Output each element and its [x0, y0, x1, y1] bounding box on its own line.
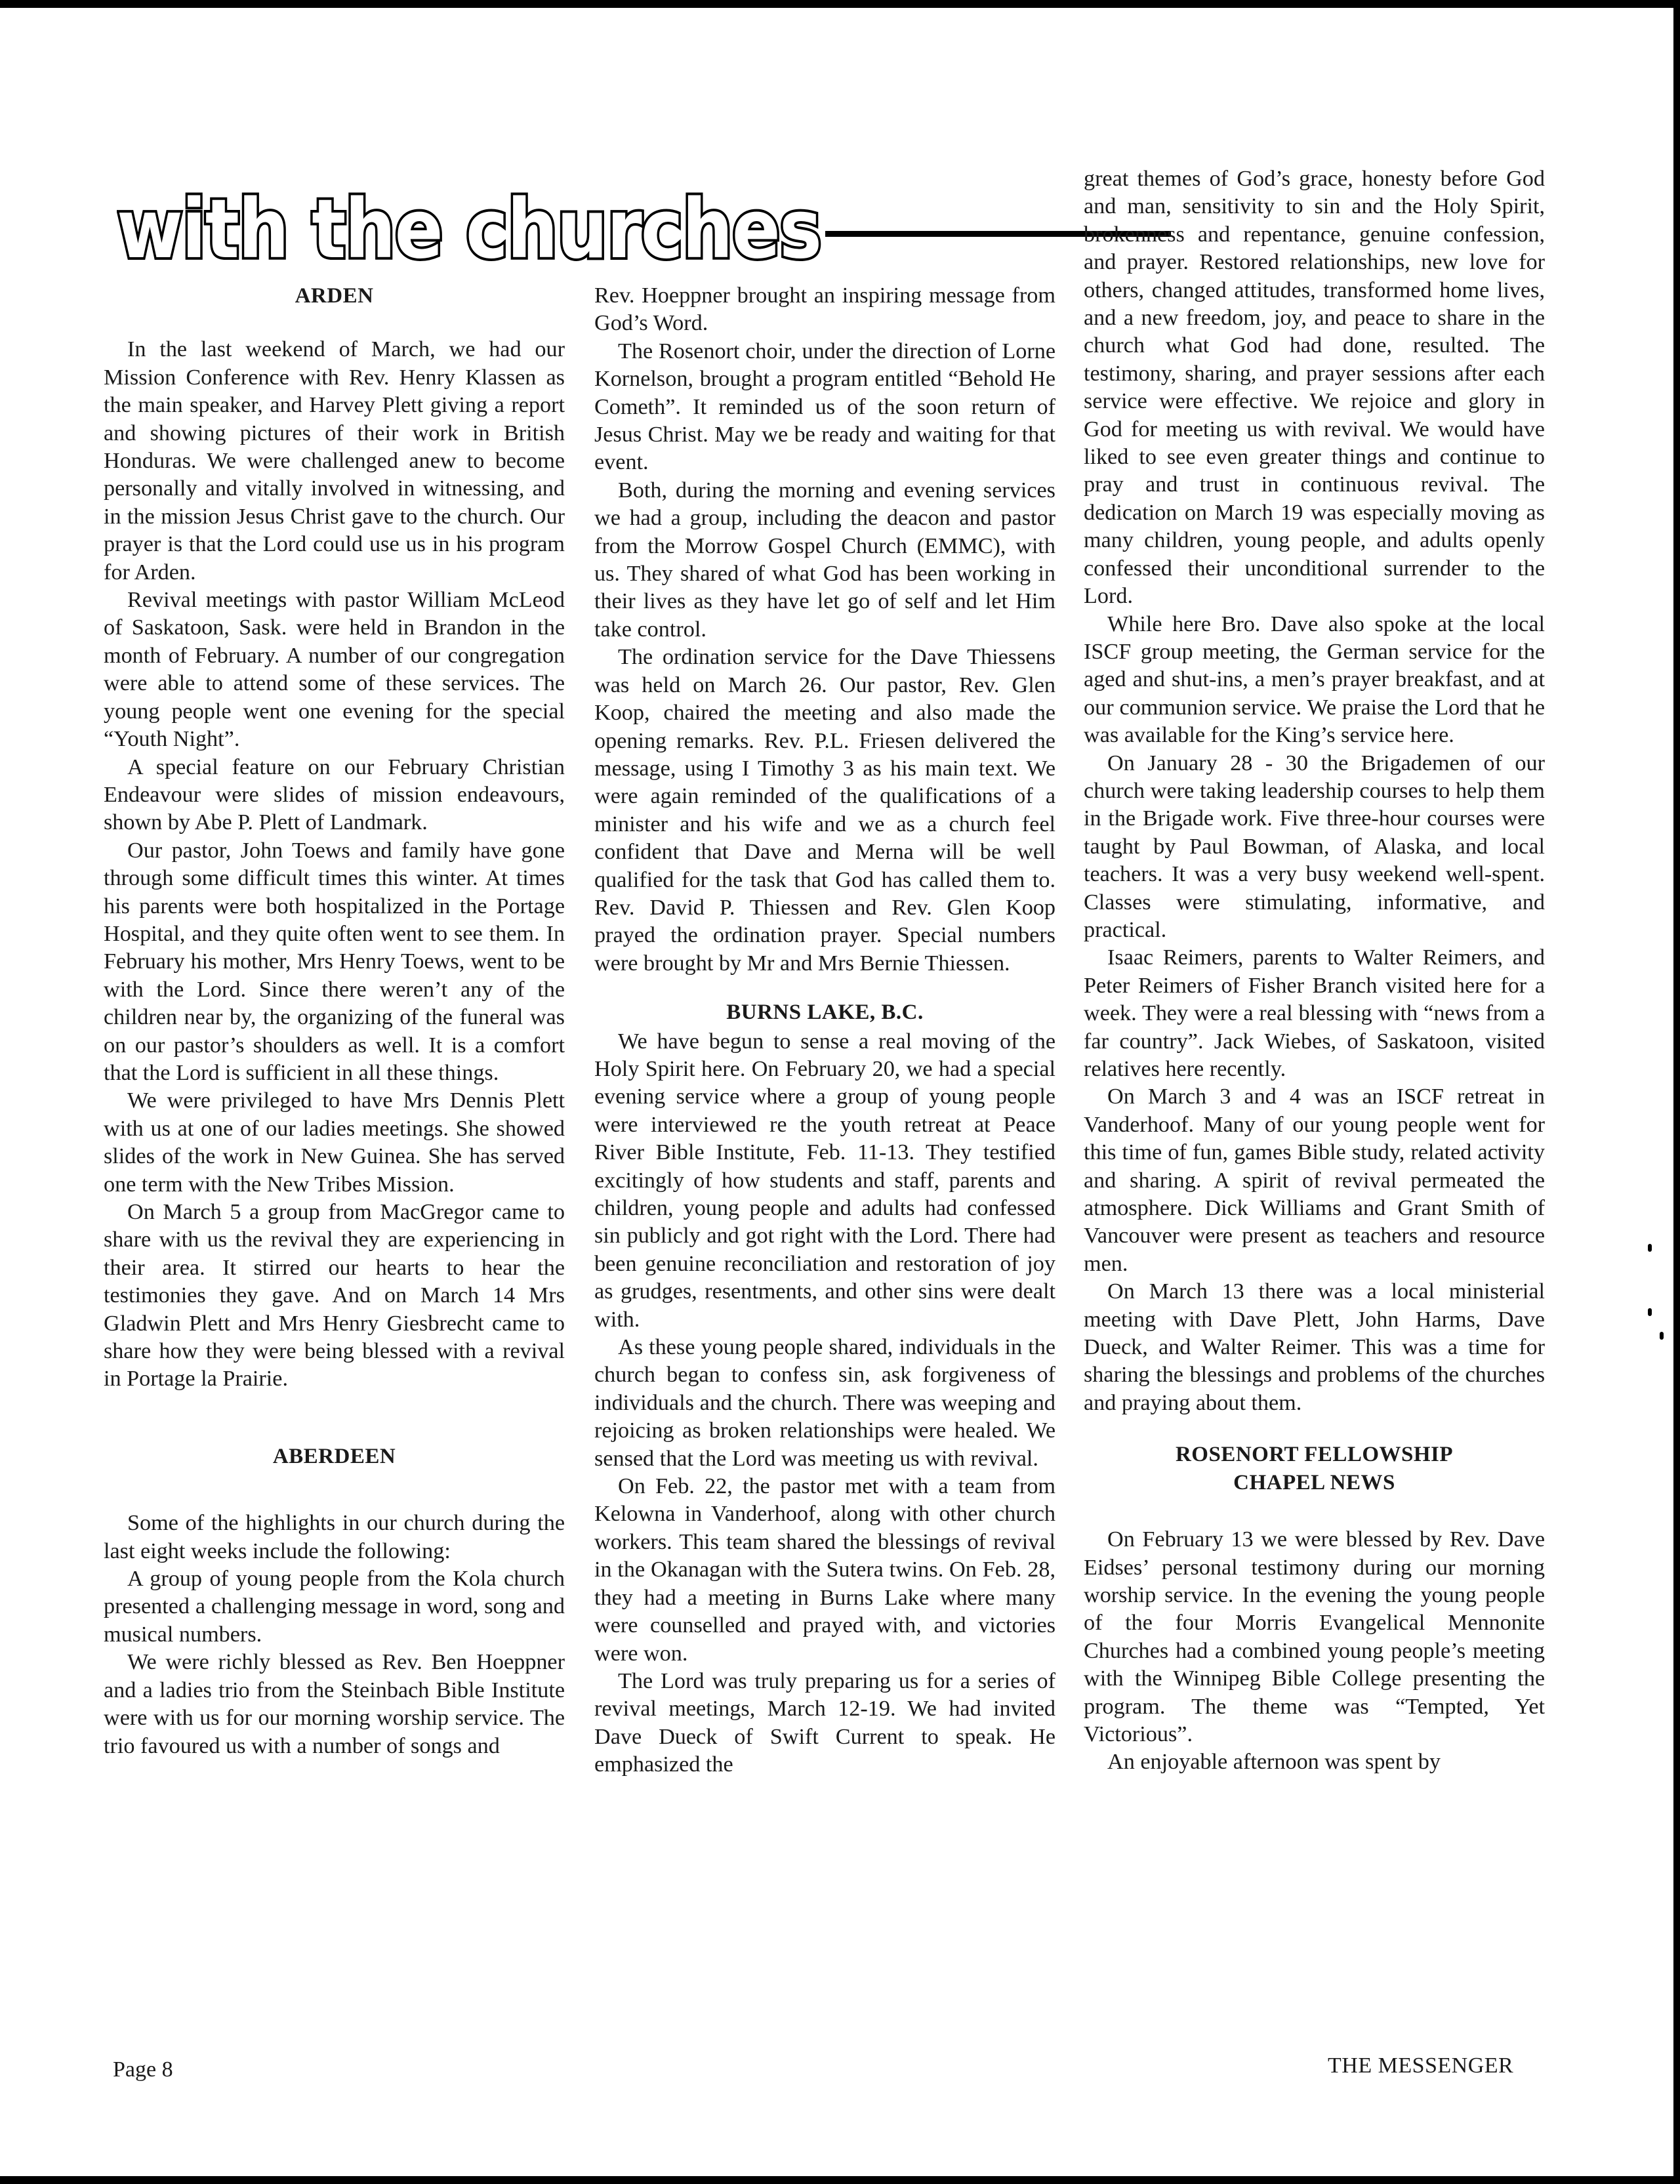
masthead-title: with the churches [117, 182, 821, 277]
page-border-bottom [0, 2176, 1680, 2184]
article-paragraph: On Feb. 22, the pastor met with a team from Kelowna in Vanderhoof, along with other church workers. This team shared the blessings of revival in the Okanagan with the Sutera twins. On Feb. 28, they had a meeting in Burns Lake where many were counselled and prayed with, and victories were won. [594, 1474, 1055, 1666]
article-paragraph: A group of young people from the Kola church presented a challenging message in word, song and musical numbers. [104, 1567, 565, 1647]
article-paragraph: On March 5 a group from MacGregor came to share with us the revival they are experiencing in their area. It stirred our hearts to hear the testimonies they gave. And on March 14 Mrs Gladwin Plett and Mrs Henry Giesbrecht came to share how they were being blessed with a revival in Portage la Prairie. [104, 1200, 565, 1391]
article-paragraph: In the last weekend of March, we had our Mission Conference with Rev. Henry Klassen as the main speaker, and Harvey Plett giving a report and showing pictures of their work in British Honduras. We were challenged anew to become personally and vitally involved in witnessing, and in the mission Jesus Christ gave to the church. Our prayer is that the Lord could use us in his program for Arden. [104, 337, 565, 585]
article-paragraph: While here Bro. Dave also spoke at the local ISCF group meeting, the German service for the aged and shut-ins, a men’s prayer breakfast, and at our communion service. We praise the Lord that he was available for the King’s service here. [1084, 611, 1545, 748]
article-paragraph: Some of the highlights in our church during the last eight weeks include the following: [104, 1511, 565, 1563]
article-paragraph: Both, during the morning and evening services we had a group, including the deacon and pastor from the Morrow Gospel Church (EMMC), with us. They shared of what God has been working in their lives as they have let go of self and let Him take control. [594, 478, 1055, 642]
article-paragraph: On January 28 - 30 the Brigademen of our church were taking leadership courses to help them in the Brigade work. Five three-hour courses were taught by Paul Bowman, of Alaska, and local teachers. It was a very busy weekend well-spent. Classes were stimulating, informative, and practical. [1084, 751, 1545, 942]
article-paragraph: Revival meetings with pastor William McLeod of Saskatoon, Sask. were held in Brandon in the month of February. A number of our congregation were able to attend some of these services. The young people went one evening for the special “Youth Night”. [104, 588, 565, 752]
continued-paragraph: Rev. Hoeppner brought an inspiring message from God’s Word. [594, 283, 1055, 336]
section-heading: BURNS LAKE, B.C. [726, 1000, 924, 1025]
section-heading: ARDEN [295, 284, 374, 308]
margin-mark [1660, 1332, 1664, 1340]
article-paragraph: On March 3 and 4 was an ISCF retreat in Vanderhoof. Many of our young people went for this time of fun, games Bible study, related activity and sharing. A spirit of revival permeated the atmosphere. Dick Williams and Grant Smith of Vancouver were present as teachers and resource men. [1084, 1084, 1545, 1276]
article-paragraph: A special feature on our February Christian Endeavour were slides of mission endeavours, shown by Abe P. Plett of Landmark. [104, 754, 565, 835]
article-paragraph: The ordination service for the Dave Thiessens was held on March 26. Our pastor, Rev. Glen Koop, chaired the meeting and also made the opening remarks. Rev. P.L. Friesen delivered the message, using I Timothy 3 as his main text. We were again reminded of the qualifications of a minister and his wife and we as a church feel confident that Dave and Merna will be well qualified for the task that God has called them to. Rev. David P. Thiessen and Rev. Glen Koop prayed the ordination prayer. Special numbers were brought by Mr and Mrs Bernie Thiessen. [594, 645, 1055, 976]
article-paragraph: An enjoyable afternoon was spent by [1107, 1750, 1441, 1775]
article-paragraph: We were richly blessed as Rev. Ben Hoeppner and a ladies trio from the Steinbach Bible Institute were with us for our morning worship service. The trio favoured us with a number of songs and [104, 1650, 565, 1758]
article-paragraph: The Rosenort choir, under the direction of Lorne Kornelson, brought a program entitled “Behold He Cometh”. It reminded us of the soon return of Jesus Christ. May we be ready and waiting for that event. [594, 339, 1055, 475]
section-heading: ABERDEEN [272, 1444, 396, 1468]
column-3 [1084, 165, 1545, 1777]
continued-paragraph: great themes of God’s grace, honesty before God and man, sensitivity to sin and the Holy Spirit, brokenness and repentance, genuine confession, and prayer. Restored relationships, new love for others, changed attitudes, transformed home lives, and a new freedom, joy, and peace to share in the church what God had done, resulted. The testimony, sharing, and prayer sessions after each service were effective. We rejoice and glory in God for meeting us with revival. We would have liked to see even greater things and continue to pray and trust in continuous revival. The dedication on March 19 was especially moving as many children, young people, and adults openly confessed their unconditional surrender to the Lord. [1084, 167, 1545, 609]
article-paragraph: We have begun to sense a real moving of the Holy Spirit here. On February 20, we had a special evening service where a group of young people were interviewed re the youth retreat at Peace River Bible Institute, Feb. 11-13. They testified excitingly of how students and staff, parents and children, young people and adults had confessed sin publicly and got right with the Lord. There had been genuine reconciliation and restoration of joy as grudges, resentments, and other sins were dealt with. [594, 1029, 1055, 1332]
article-paragraph: Our pastor, John Toews and family have gone through some difficult times this winter. At times his parents were both hospitalized in the Portage Hospital, and they quite often went to see them. In February his mother, Mrs Henry Toews, went to be with the Lord. Since there weren’t any of the children near by, the organizing of the funeral was on our pastor’s shoulders as well. It is a comfort that the Lord is sufficient in all these things. [104, 838, 565, 1085]
column-1 [104, 282, 565, 1760]
publication-name: THE MESSENGER [1328, 2053, 1514, 2078]
article-paragraph: The Lord was truly preparing us for a series of revival meetings, March 12-19. We had invited Dave Dueck of Swift Current to speak. He emphasized the [594, 1668, 1055, 1777]
page-border-right [1673, 0, 1680, 2184]
masthead [117, 182, 1055, 277]
article-paragraph: Isaac Reimers, parents to Walter Reimers, and Peter Reimers of Fisher Branch visited here for a week. They were a real blessing with “news from a far country”. Jack Wiebes, of Saskatoon, visited relatives here recently. [1084, 945, 1545, 1081]
section-heading: ROSENORT FELLOWSHIP CHAPEL NEWS [1175, 1443, 1454, 1494]
article-paragraph: On March 13 there was a local ministerial meeting with Dave Plett, John Harms, Dave Dueck, and Walter Reimer. This was a time for sharing the blessings and problems of the churches and praying about them. [1084, 1279, 1545, 1415]
article-paragraph: On February 13 we were blessed by Rev. Dave Eidses’ personal testimony during our morning worship service. In the evening the young people of the four Morris Evangelical Mennonite Churches had a combined young people’s meeting with the Winnipeg Bible College presenting the program. The theme was “Tempted, Yet Victorious”. [1084, 1527, 1545, 1746]
page-number: Page 8 [113, 2057, 173, 2082]
margin-mark [1648, 1244, 1652, 1252]
column-2 [594, 282, 1055, 1779]
article-paragraph: We were privileged to have Mrs Dennis Plett with us at one of our ladies meetings. She showed slides of the work in New Guinea. She has served one term with the New Tribes Mission. [104, 1088, 565, 1197]
article-paragraph: As these young people shared, individuals in the church began to confess sin, ask forgiveness of individuals and the church. There was weeping and rejoicing as broken relationships were healed. We sensed that the Lord was meeting us with revival. [594, 1335, 1055, 1471]
page-border-top [0, 0, 1680, 8]
margin-mark [1648, 1308, 1652, 1316]
